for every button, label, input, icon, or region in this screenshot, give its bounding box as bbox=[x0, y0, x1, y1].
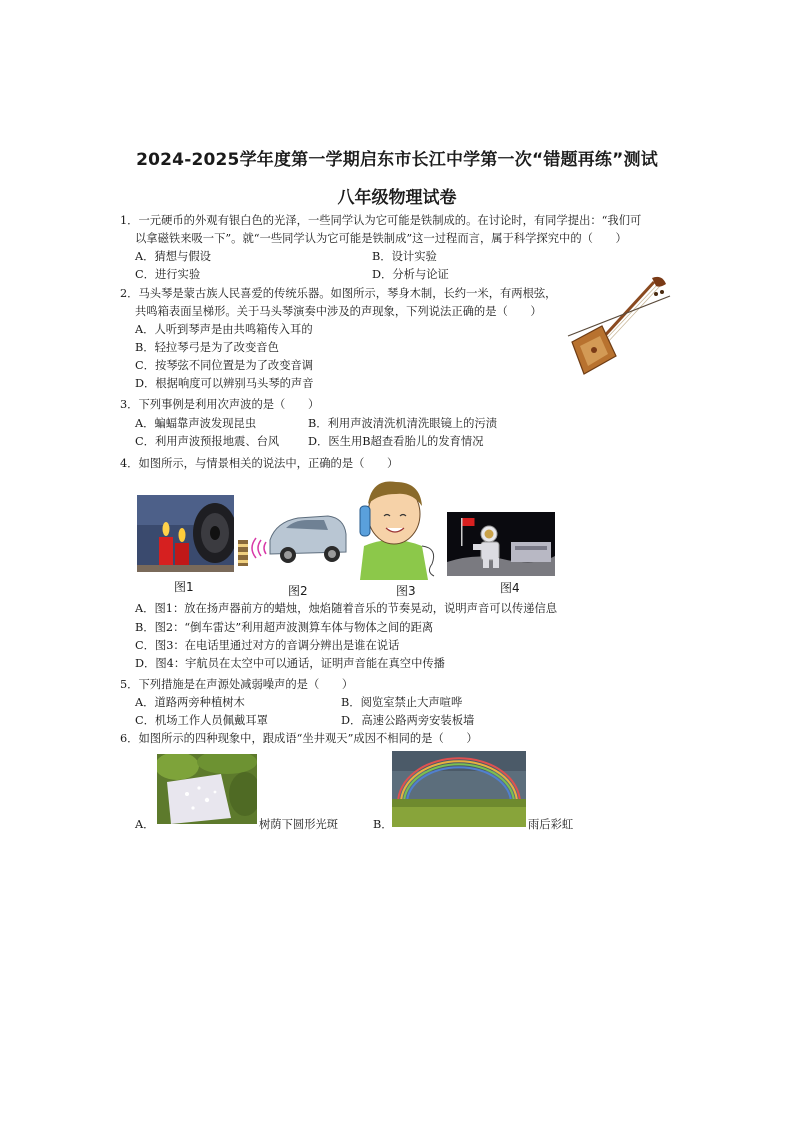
question-1-stem-line-2: 以拿磁铁来吸一下”。就“一些同学认为它可能是铁制成”这一过程而言，属于科学探究中的（ ） bbox=[135, 232, 627, 245]
figure-1-image bbox=[137, 495, 234, 572]
question-2-stem-line-2: 共鸣箱表面呈梯形。关于马头琴演奏中涉及的声现象，下列说法正确的是（ ） bbox=[135, 305, 542, 318]
figure-2-image bbox=[236, 500, 348, 576]
question-3-stem: 3．下列事例是利用次声波的是（ ） bbox=[120, 398, 320, 411]
question-6-option-b-image bbox=[392, 751, 526, 827]
question-4-option-d: D．图4：宇航员在太空中可以通话，证明声音能在真空中传播 bbox=[135, 657, 445, 670]
question-5-option-c: C．机场工作人员佩戴耳罩 bbox=[135, 714, 268, 727]
question-1-stem-line-1: 1．一元硬币的外观有银白色的光泽，一些同学认为它可能是铁制成的。在讨论时，有同学提出：“我们可 bbox=[120, 214, 642, 227]
figure-3-image bbox=[352, 476, 438, 580]
question-4-option-c: C．图3：在电话里通过对方的音调分辨出是谁在说话 bbox=[135, 639, 400, 652]
question-4-option-a: A．图1：放在扬声器前方的蜡烛，烛焰随着音乐的节奏晃动，说明声音可以传递信息 bbox=[135, 602, 558, 615]
question-2-option-c: C．按琴弦不同位置是为了改变音调 bbox=[135, 359, 314, 372]
question-6-option-a-image bbox=[157, 754, 257, 824]
question-1-option-b: B．设计实验 bbox=[372, 250, 437, 263]
question-6-option-a-caption: 树荫下圆形光斑 bbox=[259, 818, 339, 831]
question-1-option-c: C．进行实验 bbox=[135, 268, 201, 281]
question-1-option-d: D．分析与论证 bbox=[372, 268, 449, 281]
question-6-option-b-label: B． bbox=[373, 818, 393, 831]
question-2-option-b: B．轻拉琴弓是为了改变音色 bbox=[135, 341, 279, 354]
question-4-stem: 4．如图所示，与情景相关的说法中，正确的是（ ） bbox=[120, 457, 399, 470]
figure-4-image bbox=[447, 512, 555, 576]
question-2-option-a: A．人听到琴声是由共鸣箱传入耳的 bbox=[135, 323, 313, 336]
question-5-option-d: D．高速公路两旁安装板墙 bbox=[341, 714, 475, 727]
figure-2-caption: 图2 bbox=[288, 584, 308, 598]
question-3-option-c: C．利用声波预报地震、台风 bbox=[135, 435, 280, 448]
question-2-option-d: D．根据响度可以辨别马头琴的声音 bbox=[135, 377, 314, 390]
figure-1-caption: 图1 bbox=[174, 580, 194, 594]
question-6-option-b-caption: 雨后彩虹 bbox=[528, 818, 574, 831]
figure-4-caption: 图4 bbox=[500, 581, 520, 595]
question-5-stem: 5．下列措施是在声源处减弱噪声的是（ ） bbox=[120, 678, 354, 691]
question-6-stem: 6．如图所示的四种现象中，跟成语“坐井观天”成因不相同的是（ ） bbox=[120, 732, 478, 745]
page-subtitle: 八年级物理试卷 bbox=[337, 188, 457, 208]
question-3-option-b: B．利用声波清洗机清洗眼镜上的污渍 bbox=[308, 417, 498, 430]
page-title: 2024-2025学年度第一学期启东市长江中学第一次“错题再练”测试 bbox=[136, 150, 658, 170]
question-5-option-a: A．道路两旁种植树木 bbox=[135, 696, 245, 709]
question-4-option-b: B．图2：“倒车雷达”利用超声波测算车体与物体之间的距离 bbox=[135, 621, 434, 634]
question-6-option-a-label: A． bbox=[135, 818, 155, 831]
question-1-option-a: A．猜想与假设 bbox=[135, 250, 211, 263]
morin-khuur-image bbox=[566, 276, 676, 376]
question-3-option-a: A．蝙蝠靠声波发现昆虫 bbox=[135, 417, 257, 430]
question-3-option-d: D．医生用B超查看胎儿的发育情况 bbox=[308, 435, 484, 448]
figure-3-caption: 图3 bbox=[396, 584, 416, 598]
question-5-option-b: B．阅览室禁止大声喧哗 bbox=[341, 696, 463, 709]
question-2-stem-line-1: 2．马头琴是蒙古族人民喜爱的传统乐器。如图所示，琴身木制，长约一米，有两根弦， bbox=[120, 287, 557, 300]
